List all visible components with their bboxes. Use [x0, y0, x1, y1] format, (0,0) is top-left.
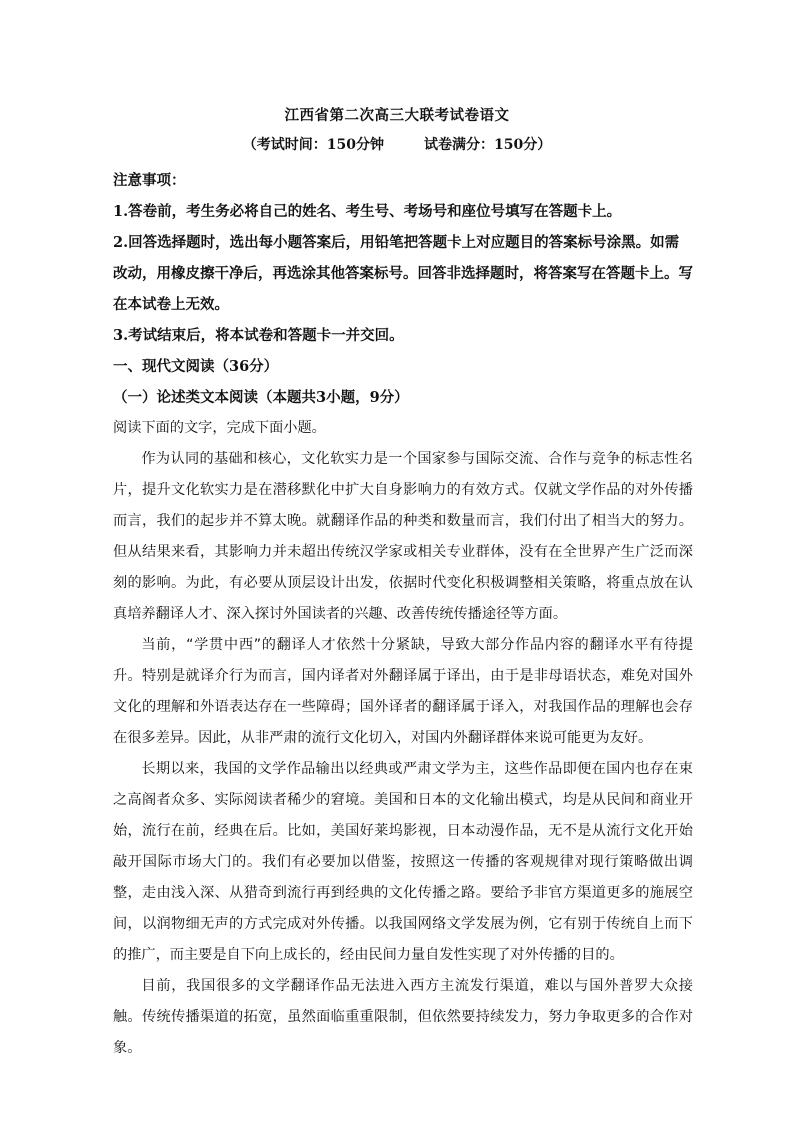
notice-item-3: 3.考试结束后，将本试卷和答题卡一并交回。	[113, 327, 404, 344]
notice-item-1: 1.答卷前，考生务必将自己的姓名、考生号、考场号和座位号填写在答题卡上。	[113, 203, 622, 220]
exam-title: 江西省第二次高三大联考试卷语文	[284, 107, 510, 124]
reading-paragraph-1: 作为认同的基础和核心，文化软实力是一个国家参与国际交流、合作与竞争的标志性名片，提升文化软实力是在潜移默化中扩大自身影响力的有效方式。仅就文学作品的对外传播而言，我们的起步并不算太晚。就翻译作品的种类和数量而言，我们付出了相当大的努力。但从结果来看，其影响力并未超出传统汉学家或相关专业群体，没有在全世界产生广泛而深刻的影响。为此，有必要从顶层设计出发，依据时代变化积极调整相关策略，将重点放在认真培养翻译人才、深入探讨外国读者的兴趣、改善传统传播途径等方面。	[113, 451, 693, 622]
reading-instruction: 阅读下面的文字，完成下面小题。	[113, 420, 326, 436]
exam-content	[113, 165, 693, 1064]
section-heading: 一、现代文阅读（36分）	[113, 358, 279, 375]
exam-time: （考试时间：150分钟	[242, 137, 384, 153]
reading-paragraph-2: 当前，“学贯中西”的翻译人才依然十分紧缺，导致大部分作品内容的翻译水平有待提升。特别是就译介行为而言，国内译者对外翻译属于译出，由于是非母语状态，难免对国外文化的理解和外语表达存在一些障碍；国外译者的翻译属于译入，对我国作品的理解也会存在很多差异。因此，从非严肃的流行文化切入，对国内外翻译群体来说可能更为友好。	[113, 637, 693, 746]
exam-subtitle	[0, 134, 794, 154]
notice-item-2: 2.回答选择题时，选出每小题答案后，用铅笔把答题卡上对应题目的答案标号涂黑。如需改动，用橡皮擦干净后，再选涂其他答案标号。回答非选择题时，将答案写在答题卡上。写在本试卷上无效。	[113, 234, 693, 313]
section-subheading: （一）论述类文本阅读（本题共3小题，9分）	[113, 389, 409, 406]
reading-paragraph-4: 目前，我国很多的文学翻译作品无法进入西方主流发行渠道，难以与国外普罗大众接触。传统传播渠道的拓宽，虽然面临重重限制，但依然要持续发力，努力争取更多的合作对象。	[113, 978, 693, 1056]
full-score: 试卷满分：150分）	[424, 137, 552, 153]
notice-heading: 注意事项：	[113, 172, 186, 189]
reading-paragraph-3: 长期以来，我国的文学作品输出以经典或严肃文学为主，这些作品即便在国内也存在束之高阁者众多、实际阅读者稀少的窘境。美国和日本的文化输出模式，均是从民间和商业开始，流行在前，经典在后。比如，美国好莱坞影视，日本动漫作品，无不是从流行文化开始敲开国际市场大门的。我们有必要加以借鉴，按照这一传播的客观规律对现行策略做出调整，走由浅入深、从猎奇到流行再到经典的文化传播之路。要给予非官方渠道更多的施展空间，以润物细无声的方式完成对外传播。以我国网络文学发展为例，它有别于传统自上而下的推广，而主要是自下向上成长的，经由民间力量自发性实现了对外传播的目的。	[113, 761, 693, 963]
